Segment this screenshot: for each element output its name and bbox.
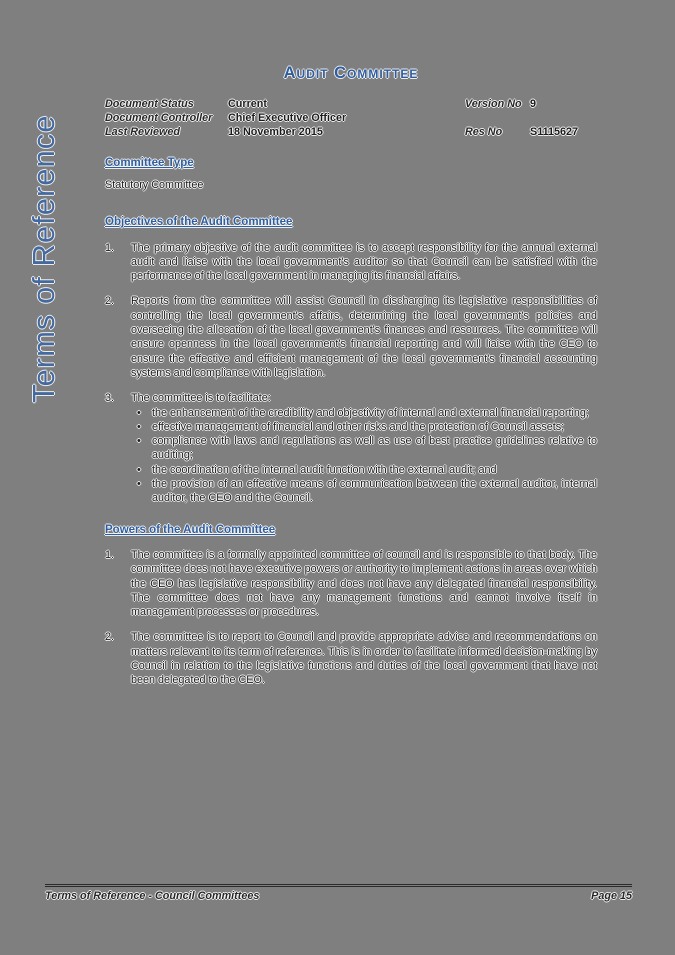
bullet-text: the coordination of the internal audit function with the external audit; and: [152, 463, 497, 476]
bullet-text: the provision of an effective means of communication between the external auditor, internal auditor, the CEO and the Council.: [152, 478, 597, 505]
objectives-item-1: [105, 241, 597, 284]
res-no-value: S1115627: [530, 125, 579, 138]
meta-row-controller: [105, 112, 597, 126]
bullet-marker: •: [137, 478, 141, 491]
page-title: Audit Committee: [283, 64, 419, 82]
powers-item-1: [105, 548, 597, 619]
last-reviewed-label: Last Reviewed: [105, 125, 181, 138]
page-footer: [45, 884, 632, 902]
list-number: 1.: [105, 548, 115, 561]
bullet-item: [131, 420, 597, 434]
list-number: 2.: [105, 631, 115, 644]
bullet-item: [131, 406, 597, 420]
powers-item-2: [105, 630, 597, 687]
list-text: The committee is a formally appointed committee of council and is responsible to that body. The committee does not have executive powers or authority to implement actions in areas over which the CEO has legislative responsibility and does not have any delegated financial responsibility. The committee does not have any management functions and cannot involve itself in management processes or procedures.: [131, 548, 597, 619]
bullet-text: the enhancement of the credibility and objectivity of internal and external financial reporting;: [152, 406, 589, 419]
bullet-item: [131, 463, 597, 477]
meta-spacer: [530, 112, 597, 126]
bullet-marker: •: [137, 420, 141, 433]
heading-objectives: Objectives of the Audit Committee: [105, 216, 293, 229]
res-no-label: Res No: [465, 125, 503, 138]
heading-powers: Powers of the Audit Committee: [105, 523, 276, 536]
list-number: 1.: [105, 241, 115, 254]
bullet-item: [131, 434, 597, 463]
document-meta-table: [105, 98, 597, 139]
doc-status-value: Current: [228, 98, 267, 111]
doc-status-label: Document Status: [105, 98, 194, 111]
footer-document-name: Terms of Reference - Council Committees: [45, 890, 260, 902]
committee-type-value: Statutory Committee: [105, 178, 204, 191]
version-no-value: 9: [530, 98, 537, 111]
list-text: The committee is to report to Council and provide appropriate advice and recommendations on matters relevant to its term of reference. This is in order to facilitate informed decision-making by Council in relation to the legislative functions and duties of the local government that have not been delegated to the CEO.: [131, 631, 597, 687]
bullet-text: effective management of financial and other risks and the protection of Council assets;: [152, 420, 565, 433]
list-text: Reports from the committee will assist Council in discharging its legislative responsibilities of controlling the local government's affairs, determining the local government's policies and overseeing the allocation of the local government's finances and resources. The committee will ensure openness in the local government's financial reporting and will liaise with the CEO to ensure the effective and efficient management of the local government's financial accounting systems and compliance with legislation.: [131, 295, 597, 379]
doc-controller-label: Document Controller: [105, 112, 213, 125]
heading-committee-type: Committee Type: [105, 156, 194, 169]
version-no-label: Version No: [465, 98, 522, 111]
objectives-bullet-list: [131, 406, 597, 506]
bullet-text: compliance with laws and regulations as well as use of best practice guidelines relative to auditing;: [152, 435, 597, 462]
bullet-marker: •: [137, 435, 141, 448]
bullet-marker: •: [137, 406, 141, 419]
vertical-banner-terms-of-reference: Terms of Reference: [26, 114, 61, 403]
bullet-marker: •: [137, 463, 141, 476]
list-text: The primary objective of the audit committee is to accept responsibility for the annual external audit and liaise with the local government's auditor so that Council can be satisfied with the performance of the local government in managing its financial affairs.: [131, 241, 597, 283]
meta-row-reviewed: [105, 126, 597, 140]
doc-controller-value: Chief Executive Officer: [228, 112, 347, 125]
document-page: [105, 66, 597, 688]
meta-spacer: [465, 112, 530, 126]
bullet-item: [131, 477, 597, 506]
list-number: 2.: [105, 295, 115, 308]
last-reviewed-value: 18 November 2015: [228, 125, 323, 138]
objectives-item-2: [105, 294, 597, 380]
list-number: 3.: [105, 392, 115, 405]
list-text: The committee is to facilitate:: [131, 392, 271, 405]
objectives-item-3: [105, 391, 597, 405]
footer-page-number: Page 15: [591, 890, 632, 902]
meta-row-status: [105, 98, 597, 112]
